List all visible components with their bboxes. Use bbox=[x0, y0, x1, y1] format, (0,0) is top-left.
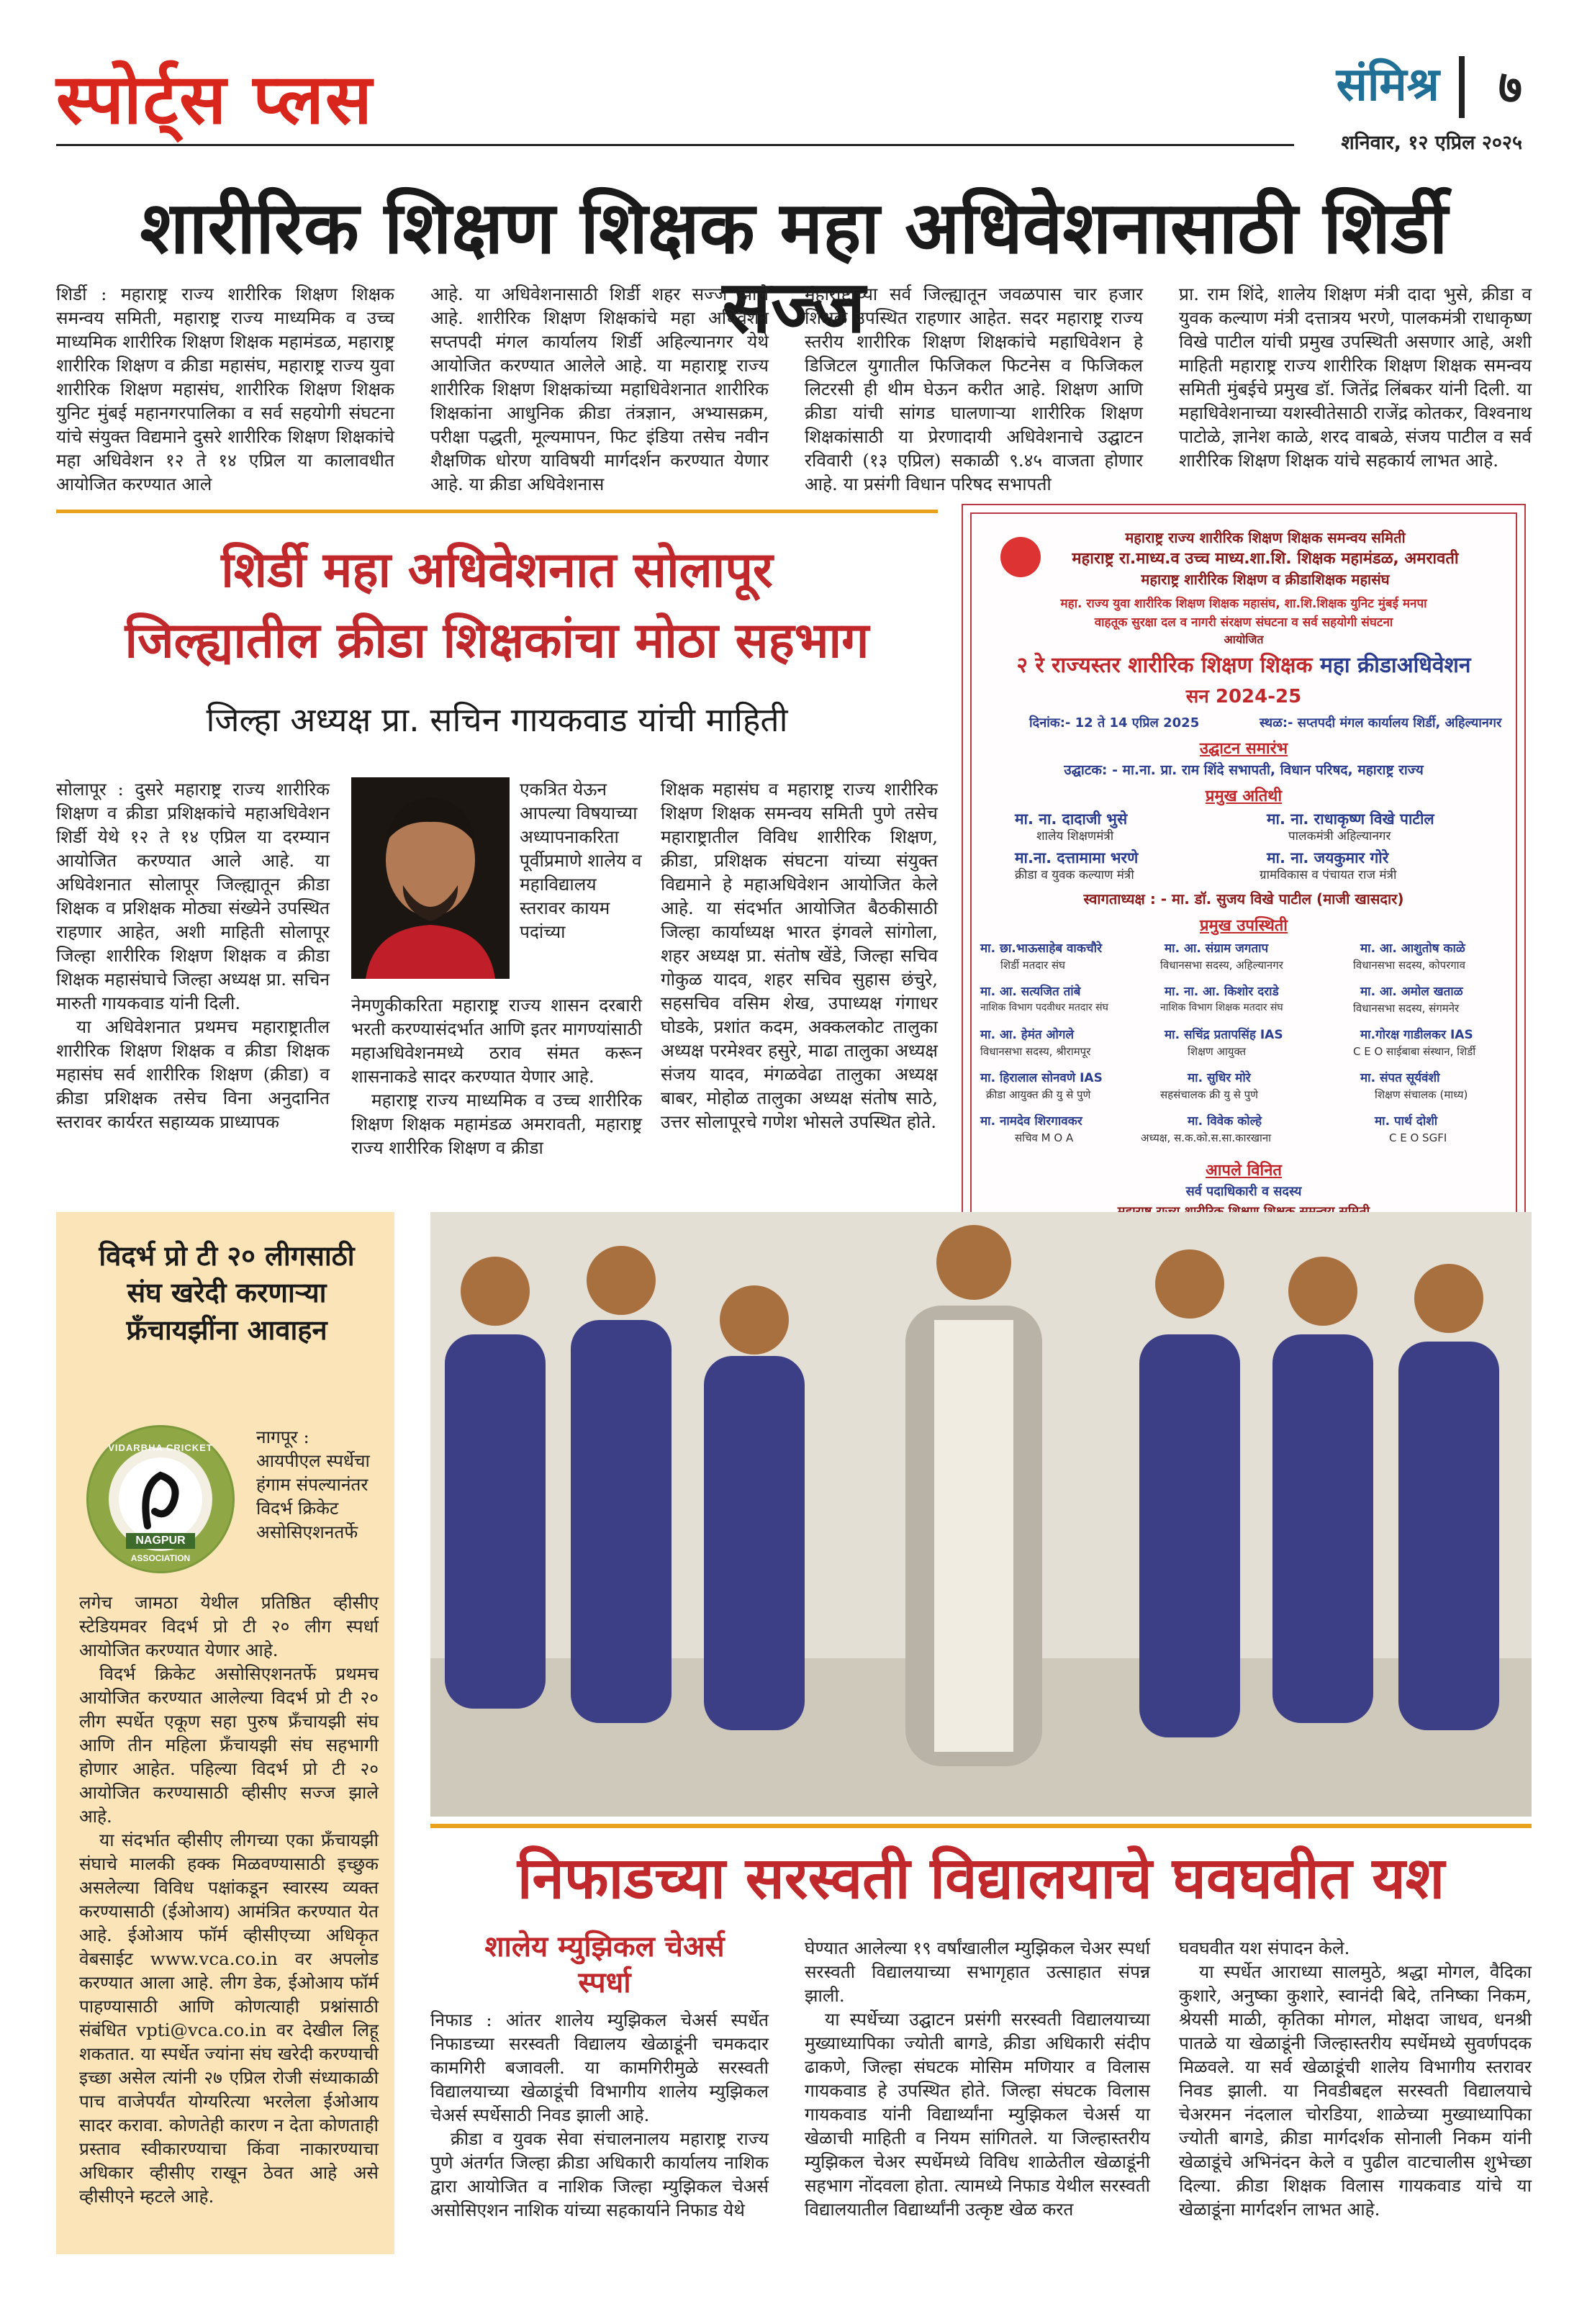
masthead-title: स्पोर्ट्स प्लस bbox=[56, 58, 374, 140]
poster-inaug-line: उद्घाटक: - मा.ना. प्रा. राम शिंदे सभापती, विधान परिषद, महाराष्ट्र राज्य bbox=[1064, 762, 1424, 778]
vca-logo-text-bottom: ASSOCIATION bbox=[130, 1553, 191, 1563]
vca-body bbox=[79, 1591, 379, 2208]
presence-desig: C E O SGFI bbox=[1389, 1131, 1447, 1144]
poster-org5: वाहतूक सुरक्षा दल व नागरी संरक्षण संघटना व सर्व सहयोगी संघटना bbox=[1094, 615, 1393, 630]
presence-desig: शिर्डी मतदार संघ bbox=[1000, 959, 1066, 972]
guest-name: मा. ना. दादाजी भुसे bbox=[1015, 810, 1128, 828]
poster-inaug-heading: उद्घाटन समारंभ bbox=[1199, 740, 1288, 758]
presence-name: मा. ना. आ. किशोर दराडे bbox=[1165, 985, 1279, 999]
story1-col1: शिर्डी : महाराष्ट्र राज्य शारीरिक शिक्षण शिक्षक समन्वय समिती, महाराष्ट्र राज्य माध्यमिक व उच्च माध्यमिक शारीरिक शिक्षण शिक्षक महामंडळ, महाराष्ट्र शारीरिक शिक्षण व क्रीडा महासंघ, महाराष्ट्र राज्य युवा शारीरिक शिक्षण महासंघ, शारीरिक शिक्षण शिक्षक युनिट मुंबई महानगरपालिका व सर्व सहयोगी संघटना यांचे संयुक्त विद्यमाने दुसरे शारीरिक शिक्षण शिक्षकांचे महा अधिवेशन १२ ते १४ एप्रिल या कालावधीत आयोजित करण्यात आले bbox=[56, 284, 394, 494]
guest-desig: पालकमंत्री अहिल्यानगर bbox=[1288, 829, 1391, 844]
poster-org6: आयोजित bbox=[1224, 633, 1264, 646]
presence-desig: नाशिक विभाग पदवीधर मतदार संघ bbox=[980, 1002, 1108, 1013]
presence-desig: क्रीडा आयुक्त क्री यु से पुणे bbox=[986, 1088, 1091, 1101]
story3-top-rule bbox=[430, 1824, 1532, 1828]
reporter-photo bbox=[351, 777, 510, 979]
masthead-rule bbox=[56, 144, 1294, 146]
presence-desig: C E O साईबाबा संस्थान, शिर्डी bbox=[1353, 1045, 1476, 1058]
story3-col2-para2: या स्पर्धेच्या उद्घाटन प्रसंगी सरस्वती विद्यालयाच्या मुख्याध्यापिका ज्योती बागडे, क्रीडा अधिकारी संदीप ढाकणे, जिल्हा संघटक मोसिम मणियार व विलास गायकवाड हे उपस्थित होते. जिल्हा संघटक विलास गायकवाड यांनी विद्यार्थ्यांना म्युझिकल चेअर्स या खेळाची माहिती व नियम सांगितले. या जिल्हास्तरीय म्युझिकल चेअर स्पर्धेमध्ये विविध शाळेतील खेळाडूंनी सहभाग नोंदवला होता. त्यामध्ये निफाड येथील सरस्वती विद्यालयातील विद्यार्थ्यांनी उत्कृष्ट खेळ करत bbox=[805, 2009, 1150, 2220]
presence-desig: सचिव M O A bbox=[1015, 1131, 1074, 1144]
poster-event-title-b: महा क्रीडाअधिवेशन bbox=[1319, 653, 1471, 678]
vca-logo-text-top: VIDARBHA CRICKET bbox=[108, 1442, 213, 1453]
story2-col1 bbox=[56, 777, 330, 1134]
guest-name: मा. ना. जयकुमार गोरे bbox=[1267, 849, 1389, 867]
page-number: ७ bbox=[1498, 60, 1522, 114]
reporter-portrait-icon bbox=[351, 777, 510, 979]
story2-col2 bbox=[351, 993, 642, 1159]
story1-col4: प्रा. राम शिंदे, शालेय शिक्षण मंत्री दादा भुसे, क्रीडा व युवक कल्याण मंत्री दत्तात्रय भरणे, पालकमंत्री राधाकृष्ण विखे पाटील यांची प्रमुख उपस्थिती असणार आहे, अशी माहिती महाराष्ट्र राज्य शारीरिक शिक्षण शिक्षक समन्वय समिती मुंबईचे प्रमुख डॉ. जितेंद्र लिंबकर यांनी दिली. या महाधिवेशनाच्या यशस्वीतेसाठी राजेंद्र कोतकर, विश्वनाथ पाटोळे, ज्ञानेश काळे, शरद वाबळे, संजय पाटील व सर्व शारीरिक शिक्षण शिक्षक यांचे सहकार्य लाभत आहे. bbox=[1179, 284, 1532, 471]
presence-name: मा. आ. सत्यजित तांबे bbox=[980, 985, 1081, 999]
presence-name: मा. आ. संग्राम जगताप bbox=[1165, 941, 1269, 956]
presence-name: मा. पार्थ दोशी bbox=[1375, 1114, 1438, 1129]
story2-col2-para2: महाराष्ट्र राज्य माध्यमिक व उच्च शारीरिक शिक्षण शिक्षक महामंडळ अमरावती, महाराष्ट्र राज्य शारीरिक शिक्षण व क्रीडा bbox=[351, 1090, 642, 1158]
presence-name: मा. संपत सूर्यवंशी bbox=[1360, 1071, 1440, 1085]
students-group-photo bbox=[430, 1212, 1532, 1817]
guest-desig: ग्रामविकास व पंचायत राज मंत्री bbox=[1260, 868, 1397, 882]
story3-col1-para1: निफाड : आंतर शालेय म्युझिकल चेअर्स स्पर्धेत निफाडच्या सरस्वती विद्यालय खेळाडूंनी चमकदार कामगिरी बजावली. या कामगिरीमुळे सरस्वती विद्यालयाच्या खेळाडूंची विभागीय शालेय म्युझिकल चेअर्स स्पर्धेसाठी निवड झाली आहे. bbox=[430, 2009, 769, 2125]
vca-logo bbox=[86, 1425, 235, 1573]
story3-col3-para2: या स्पर्धेत आराध्या सालमुठे, श्रद्धा मोगल, वैदिका कुशारे, अनुष्का कुशारे, स्वानंदी बिदे, तनिष्का निकम, श्रेयसी माळी, कृतिका मोगल, मोक्षदा जाधव, धनश्री पातळे या खेळाडूंनी जिल्हास्तरीय स्पर्धेमध्ये सुवर्णपदक मिळवले. या सर्व खेळाडूंची शालेय विभागीय स्तरावर निवड झाली. या निवडीबद्दल सरस्वती विद्यालयाचे चेअरमन नंदलाल चोरडिया, शाळेच्या मुख्याध्यापिका ज्योती बागडे, क्रीडा मार्गदर्शक सोनाली निकम यांनी खेळाडूंचे अभिनंदन केले व पुढील वाटचालीस शुभेच्छा दिल्या. क्रीडा शिक्षक विलास गायकवाड यांचे या खेळाडूंना मार्गदर्शन लाभत आहे. bbox=[1179, 1961, 1532, 2220]
story1-headline: शारीरिक शिक्षण शिक्षक महा अधिवेशनासाठी शिर्डी सज्ज bbox=[140, 186, 1448, 349]
vca-body-para1: लगेच जामठा येथील प्रतिष्ठित व्हीसीए स्टेडियमवर विदर्भ प्रो टी २० लीग स्पर्धा आयोजित करण्यात येणार आहे. bbox=[79, 1592, 379, 1660]
story2-headline-line1: शिर्डी महा अधिवेशनात सोलापूर bbox=[221, 542, 773, 599]
guest-name: मा.ना. दत्तामामा भरणे bbox=[1015, 849, 1139, 867]
poster-session: सन 2024-25 bbox=[1185, 686, 1302, 707]
presence-name: मा. विवेक कोल्हे bbox=[1188, 1114, 1262, 1129]
story2-col1-para1: सोलापूर : दुसरे महाराष्ट्र राज्य शारीरिक शिक्षण व क्रीडा प्रशिक्षकांचे महाअधिवेशन शिर्डी येथे १२ ते १४ एप्रिल या दरम्यान आयोजित करण्यात आले आहे. या अधिवेशनात सोलापूर जिल्ह्यातून क्रीडा शिक्षक व प्रशिक्षक मोठ्या संख्येने उपस्थित राहणार आहेत, अशी माहिती सोलापूर जिल्हा शारीरिक शिक्षण शिक्षक व क्रीडा शिक्षक महासंघाचे जिल्हा अध्यक्ष प्रा. सचिन मारुती गायकवाड यांनी दिली. bbox=[56, 779, 330, 1013]
story2-col1-para2: या अधिवेशनात प्रथमच महाराष्ट्रातील शारीरिक शिक्षण शिक्षक व क्रीडा शिक्षक महासंघ सर्व शारीरिक शिक्षण (क्रीडा) व क्रीडा प्रशिक्षक तसेच विना अनुदानित स्तरावर कार्यरत सहाय्यक प्राध्यापक bbox=[56, 1016, 330, 1132]
presence-desig: विधानसभा सदस्य, संगमनेर bbox=[1353, 1002, 1460, 1015]
presence-name: मा. छा.भाऊसाहेब वाकचौरे bbox=[980, 941, 1103, 956]
presence-desig: विधानसभा सदस्य, श्रीरामपूर bbox=[980, 1045, 1091, 1058]
presence-name: मा. आ. आशुतोष काळे bbox=[1360, 941, 1465, 956]
story3-col3-para1: घवघवीत यश संपादन केले. bbox=[1179, 1938, 1350, 1958]
story2-col2-side: एकत्रित येऊन आपल्या विषयाच्या अध्यापनाकरिता पूर्वीप्रमाणे शालेय व महाविद्यालय स्तरावर कायम पदांच्या bbox=[520, 779, 642, 942]
presence-desig: विधानसभा सदस्य, अहिल्यानगर bbox=[1160, 959, 1283, 972]
poster-footer1: सर्व पदाधिकारी व सदस्य bbox=[1185, 1184, 1302, 1199]
presence-name: मा.गोरक्ष गाडीलकर IAS bbox=[1360, 1028, 1473, 1042]
story1-col3: महाराष्ट्राच्या सर्व जिल्ह्यातून जवळपास चार हजार शिक्षक उपस्थित राहणार आहेत. सदर महाराष्ट्र राज्य स्तरीय शारीरिक शिक्षण शिक्षकांचे महाधिवेशन हे डिजिटल युगातील फिजिकल फिटनेस व फिजिकल लिटरसी ही थीम घेऊन करीत आहे. शिक्षण आणि क्रीडा यांची सांगड घालणाऱ्या शारीरिक शिक्षण शिक्षकांसाठी या प्रेरणादायी अधिवेशनाचे उद्घाटन रविवारी (१३ एप्रिल) सकाळी ९.४५ वाजता होणार आहे. या प्रसंगी विधान परिषद सभापती bbox=[805, 284, 1143, 494]
poster-org4: महा. राज्य युवा शारीरिक शिक्षण शिक्षक महासंघ, शा.शि.शिक्षक युनिट मुंबई मनपा bbox=[1060, 597, 1427, 611]
students-group-photo-icon bbox=[430, 1212, 1532, 1817]
presence-name: मा. हिरालाल सोनवणे IAS bbox=[980, 1071, 1103, 1085]
presence-desig: सहसंचालक क्री यु से पुणे bbox=[1160, 1088, 1259, 1101]
presence-desig: शिक्षण आयुक्त bbox=[1188, 1045, 1247, 1058]
section-name: संमिश्र bbox=[1336, 58, 1439, 112]
presence-desig: शिक्षण संचालक (माध्य) bbox=[1375, 1088, 1468, 1101]
masthead-divider bbox=[1459, 56, 1465, 118]
story2-headline-line2: जिल्ह्यातील क्रीडा शिक्षकांचा मोठा सहभाग bbox=[125, 612, 869, 669]
vca-body-para3: या संदर्भात व्हीसीए लीगच्या एका फ्रँचायझी संघाचे मालकी हक्क मिळवण्यासाठी इच्छुक असलेल्या विविध पक्षांकडून स्वारस्य व्यक्त करण्यासाठी (ईओआय) आमंत्रित करण्यात येत आहे. ईओआय फॉर्म व्हीसीएच्या अधिकृत वेबसाईट www.vca.co.in वर अपलोड करण्यात आला आहे. लीग डेक, ईओआय फॉर्म पाहण्यासाठी आणि कोणत्याही प्रश्नांसाठी संबंधित vpti@vca.co.in वर देखील लिहू शकतात. या स्पर्धेत ज्यांना संघ खरेदी करण्याची इच्छा असेल त्यांनी २७ एप्रिल रोजी संध्याकाळी पाच वाजेपर्यंत योग्यरित्या भरलेला ईओआय सादर करावा. कोणतेही कारण न देता कोणताही प्रस्ताव स्वीकारण्याचा किंवा नाकारण्याचा अधिकार व्हीसीए राखून ठेवत आहे असे व्हीसीएने म्हटले आहे. bbox=[79, 1830, 379, 2207]
vca-side-text: नागपूर : आयपीएल स्पर्धेचा हंगाम संपल्यानंतर विदर्भ क्रिकेट असोसिएशनतर्फे bbox=[256, 1426, 370, 1542]
presence-name: मा. सचिंद्र प्रतापसिंह IAS bbox=[1165, 1028, 1283, 1042]
story3-col2 bbox=[805, 1936, 1150, 2221]
presence-desig: नाशिक विभाग शिक्षक मतदार संघ bbox=[1160, 1002, 1283, 1013]
story3-col1-para2: क्रीडा व युवक सेवा संचालनालय महाराष्ट्र राज्य पुणे अंतर्गत जिल्हा क्रीडा अधिकारी कार्यालय नाशिक द्वारा आयोजित व नाशिक जिल्हा म्युझिकल चेअर्स असोसिएशन नाशिक यांच्या सहकार्याने निफाड येथे bbox=[430, 2128, 769, 2220]
vca-logo-city: NAGPUR bbox=[135, 1534, 186, 1547]
story3-col1 bbox=[430, 2008, 769, 2222]
story2-col3: शिक्षक महासंघ व महाराष्ट्र राज्य शारीरिक शिक्षण शिक्षक समन्वय समिती पुणे तसेच महाराष्ट्रातील विविध शारीरिक शिक्षण, क्रीडा, प्रशिक्षक संघटना यांच्या संयुक्त विद्यमाने हे महाअधिवेशन आयोजित केले आहे. या संदर्भात आयोजित बैठकीसाठी जिल्हा कार्याध्यक्ष भारत इंगवले सांगोला, शहर अध्यक्ष प्रा. संतोष खेंडे, जिल्हा सचिव गोकुळ यादव, शहर सचिव सुहास छंचुरे, सहसचिव वसिम शेख, उपाध्यक्ष गंगाधर घोडके, प्रशांत कदम, अक्कलकोट तालुका अध्यक्ष परमेश्वर हसुरे, माढा तालुका अध्यक्ष संजय यादव, मंगळवेढा तालुका अध्यक्ष बाबर, मोहोळ तालुका अध्यक्ष संतोष साठे, उत्तर सोलापूरचे गणेश भोसले उपस्थित होते. bbox=[661, 779, 938, 1132]
presence-desig: अध्यक्ष, स.क.को.स.सा.कारखाना bbox=[1141, 1131, 1272, 1144]
poster-event-title bbox=[972, 654, 1516, 679]
story3-col3 bbox=[1179, 1936, 1532, 2221]
guest-name: मा. ना. राधाकृष्ण विखे पाटील bbox=[1267, 810, 1434, 828]
story3-col2-para1: घेण्यात आलेल्या १९ वर्षांखालील म्युझिकल चेअर स्पर्धा सरस्वती विद्यालयाच्या सभागृहात उत्साहात संपन्न झाली. bbox=[805, 1938, 1150, 2006]
presence-desig: विधानसभा सदस्य, कोपरगाव bbox=[1353, 959, 1465, 972]
vca-body-para2: विदर्भ क्रिकेट असोसिएशनतर्फे प्रथमच आयोजित करण्यात आलेल्या विदर्भ प्रो टी २० लीग स्पर्धेत एकूण सहा पुरुष फ्रँचायझी संघ आणि तीन महिला फ्रँचायझी संघ सहभागी होणार आहेत. पहिल्या विदर्भ प्रो टी २० आयोजित करण्यासाठी व्हीसीए सज्ज झाले आहे. bbox=[79, 1663, 379, 1827]
poster-venue: स्थळ:- सप्तपदी मंगल कार्यालय शिर्डी, अहिल्यानगर bbox=[1260, 715, 1502, 731]
presence-name: मा. सुधिर मोरे bbox=[1188, 1071, 1251, 1085]
poster-footer-heading: आपले विनित bbox=[1206, 1162, 1282, 1180]
poster-welcome: स्वागताध्यक्ष : - मा. डॉ. सुजय विखे पाटील (माजी खासदार) bbox=[1083, 890, 1404, 908]
vca-headline: विदर्भ प्रो टी २० लीगसाठी संघ खरेदी करणाऱ्या फ्रँचायझींना आवाहन bbox=[99, 1240, 355, 1346]
poster-org3: महाराष्ट्र शारीरिक शिक्षण व क्रीडाशिक्षक महासंघ bbox=[1141, 571, 1390, 588]
guest-desig: शालेय शिक्षणमंत्री bbox=[1036, 829, 1114, 844]
poster-org2: महाराष्ट्र रा.माध्य.व उच्च माध्य.शा.शि. शिक्षक महामंडळ, अमरावती bbox=[1072, 550, 1459, 568]
poster-chief-heading: प्रमुख अतिथी bbox=[1205, 787, 1283, 805]
story2-col2-para1: नेमणुकीकरिता महाराष्ट्र राज्य शासन दरबारी भरती करण्यासंदर्भात आणि इतर मागण्यांसाठी महाअधिवेशनमध्ये ठराव संमत करून शासनाकडे सादर करण्यात येणार आहे. bbox=[351, 995, 642, 1087]
guest-desig: क्रीडा व युवक कल्याण मंत्री bbox=[1015, 868, 1134, 882]
story2-top-rule bbox=[56, 510, 938, 513]
edition-date: शनिवार, १२ एप्रिल २०२५ bbox=[1341, 132, 1522, 154]
story3-subhead: शालेय म्युझिकल चेअर्स स्पर्धा bbox=[484, 1930, 725, 1999]
story2-subheadline: जिल्हा अध्यक्ष प्रा. सचिन गायकवाड यांची माहिती bbox=[206, 700, 788, 739]
story3-headline: निफाडच्या सरस्वती विद्यालयाचे घवघवीत यश bbox=[517, 1845, 1445, 1912]
poster-event-title-a: २ रे राज्यस्तर शारीरिक शिक्षण शिक्षक bbox=[1016, 653, 1313, 678]
story1-col2: आहे. या अधिवेशनासाठी शिर्डी शहर सज्ज झाले आहे. शारीरिक शिक्षण शिक्षकांचे महा अधिवेशन सप्तपदी मंगल कार्यालय शिर्डी अहिल्यानगर येथे आयोजित करण्यात आलेले आहे. या महाराष्ट्र राज्य शारीरिक शिक्षण शिक्षकांच्या महाधिवेशनात शारीरिक शिक्षकांना आधुनिक क्रीडा तंत्रज्ञान, अभ्यासक्रम, परीक्षा पद्धती, मूल्यमापन, फिट इंडिया तसेच नवीन शैक्षणिक धोरण याविषयी मार्गदर्शन करण्यात येणार आहे. या क्रीडा अधिवेशनास bbox=[430, 284, 769, 494]
presence-name: मा. नामदेव शिरगावकर bbox=[980, 1114, 1082, 1129]
poster-org1: महाराष्ट्र राज्य शारीरिक शिक्षण शिक्षक समन्वय समिती bbox=[1125, 529, 1406, 546]
poster-dates: दिनांक:- 12 ते 14 एप्रिल 2025 bbox=[1029, 715, 1200, 731]
presence-name: मा. आ. हेमंत ओगले bbox=[980, 1028, 1074, 1042]
presence-name: मा. आ. अमोल खताळ bbox=[1360, 985, 1463, 999]
poster-presence-heading: प्रमुख उपस्थिती bbox=[1200, 917, 1288, 935]
